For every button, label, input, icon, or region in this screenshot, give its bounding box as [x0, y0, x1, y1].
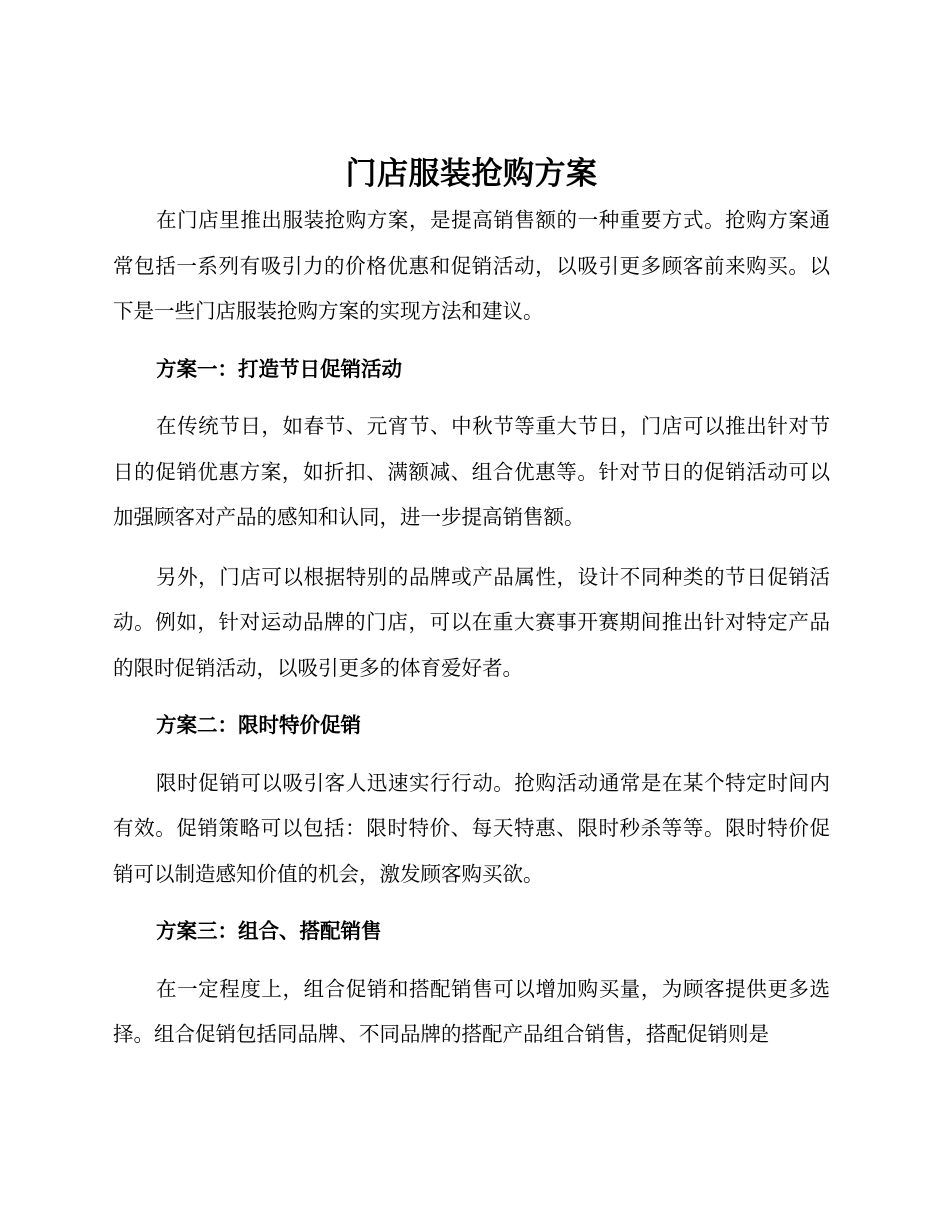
- spacer: [113, 392, 830, 404]
- spacer: [113, 897, 830, 909]
- section-1-paragraph-1: 在传统节日，如春节、元宵节、中秋节等重大节日，门店可以推出针对节日的促销优惠方案，如折扣、满额减、组合优惠等。针对节日的促销活动可以加强顾客对产品的感知和认同，进一步提高销售额。: [113, 414, 830, 529]
- section-heading-3: 方案三：组合、搭配销售: [156, 919, 382, 943]
- intro-paragraph: 在门店里推出服装抢购方案，是提高销售额的一种重要方式。抢购方案通常包括一系列有吸引力的价格优惠和促销活动，以吸引更多顾客前来购买。以下是一些门店服装抢购方案的实现方法和建议。: [113, 208, 830, 323]
- document-page: [113, 150, 830, 1058]
- document-title: 门店服装抢购方案: [345, 156, 598, 192]
- spacer: [113, 335, 830, 347]
- section-heading-1: 方案一：打造节日促销活动: [156, 356, 402, 381]
- spacer: [113, 955, 830, 967]
- section-3-paragraph-1: 在一定程度上，组合促销和搭配销售可以增加购买量，为顾客提供更多选择。组合促销包括同品牌、不同品牌的搭配产品组合销售，搭配促销则是: [113, 976, 830, 1046]
- section-1-paragraph-2: 另外，门店可以根据特别的品牌或产品属性，设计不同种类的节日促销活动。例如，针对运动品牌的门店，可以在重大赛事开赛期间推出针对特定产品的限时促销活动，以吸引更多的体育爱好者。: [113, 564, 830, 680]
- spacer: [113, 749, 830, 761]
- spacer: [113, 541, 830, 555]
- section-heading-2: 方案二：限时特价促销: [156, 713, 361, 737]
- spacer: [113, 691, 830, 703]
- section-2-paragraph-1: 限时促销可以吸引客人迅速实行行动。抢购活动通常是在某个特定时间内有效。促销策略可以包括：限时特价、每天特惠、限时秒杀等等。限时特价促销可以制造感知价值的机会，激发顾客购买欲。: [113, 770, 830, 886]
